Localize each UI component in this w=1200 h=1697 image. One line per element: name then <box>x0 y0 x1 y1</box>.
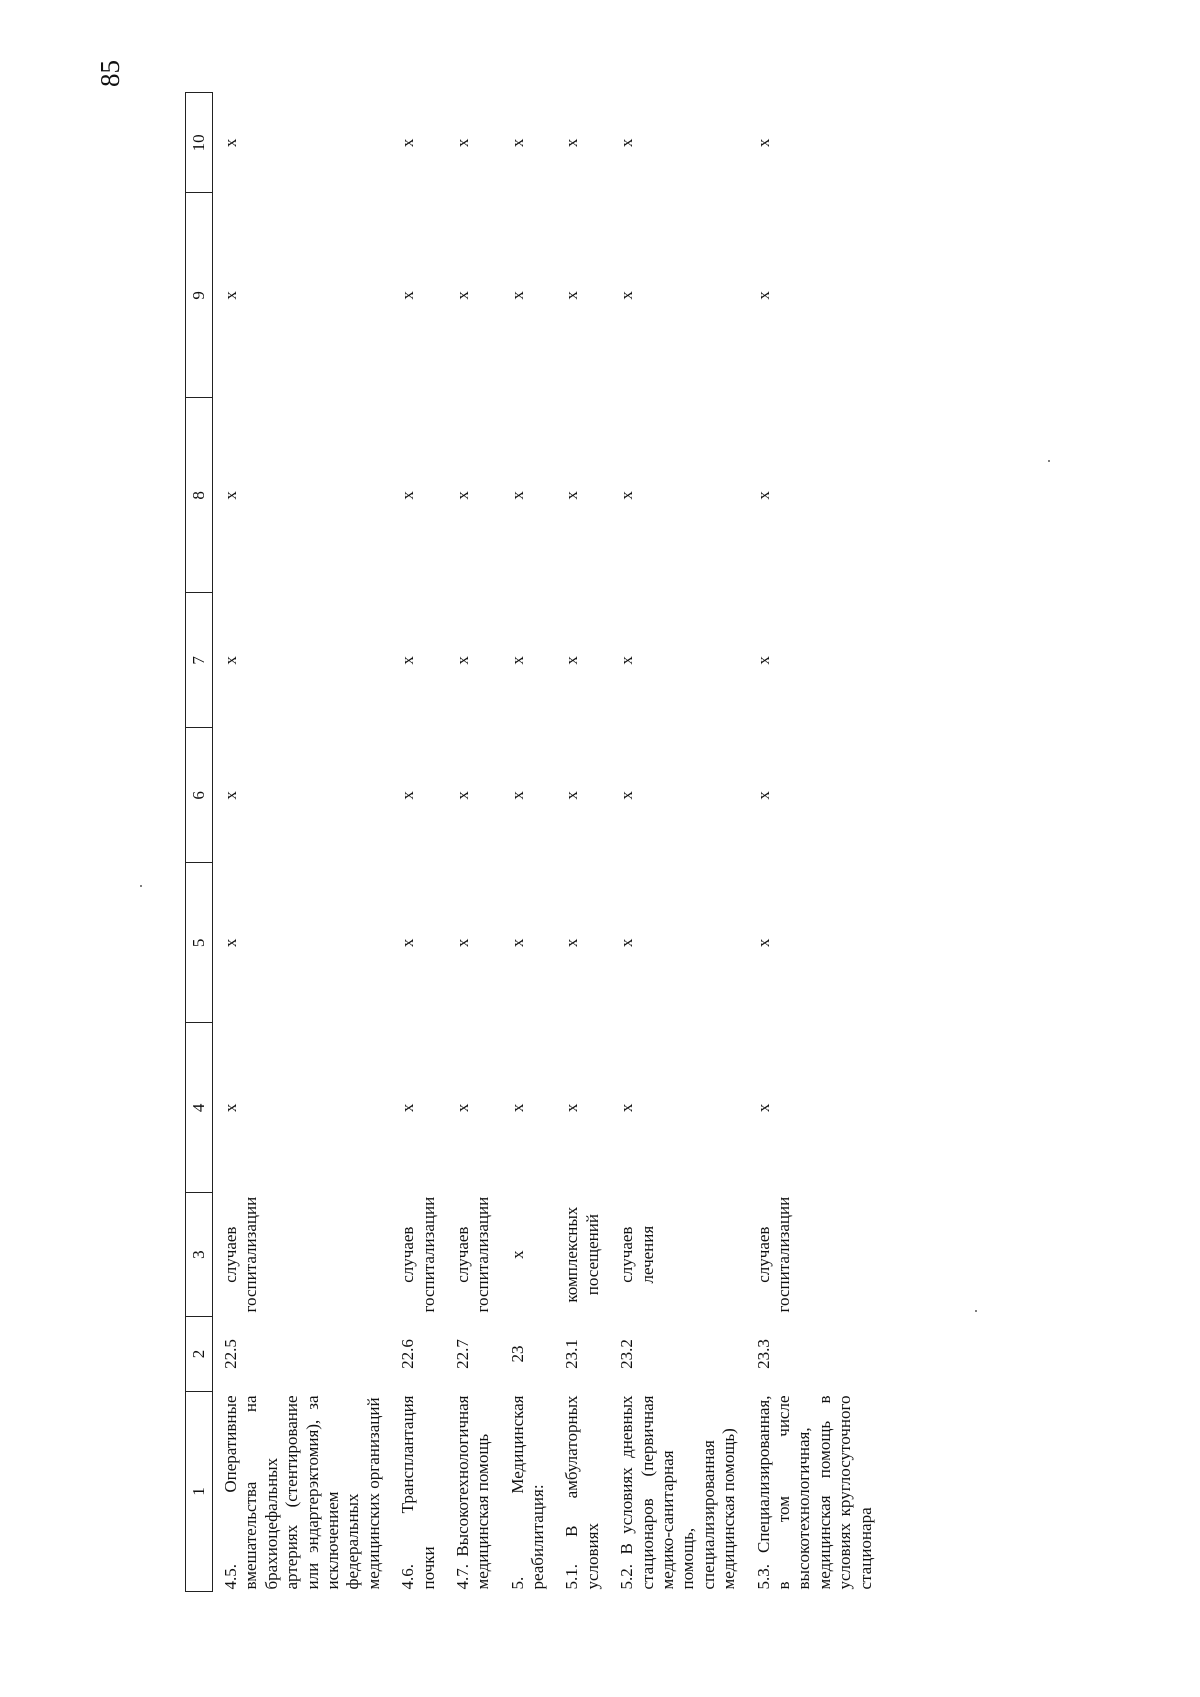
row-unit: x <box>507 1250 527 1259</box>
table-row <box>500 93 555 1592</box>
table-cell: x <box>617 938 637 948</box>
row-code: 22.6 <box>398 1339 418 1369</box>
table-cell: x <box>398 491 418 500</box>
table-cell: x <box>221 491 240 500</box>
table-row <box>609 93 745 1592</box>
table-cell: x <box>221 291 240 300</box>
table-cell: x <box>562 656 582 665</box>
header-cell: 4 <box>186 1023 213 1193</box>
table-cell: x <box>562 938 582 948</box>
table-cell: x <box>562 1103 582 1113</box>
data-table <box>185 92 882 1592</box>
table-cell: x <box>507 791 527 800</box>
table-cell: x <box>507 138 527 148</box>
row-name: 5.2. В условиях дневных стационаров (первичная медико-санитарная помощь, специализированная медицинская помощь) <box>617 1395 739 1590</box>
table-cell: x <box>398 656 418 665</box>
table-row <box>390 93 445 1592</box>
table-cell: x <box>753 1103 773 1113</box>
row-unit: случаев лечения <box>617 1225 657 1284</box>
row-unit: случаев госпитализации <box>452 1196 493 1313</box>
table-cell: x <box>617 491 637 500</box>
row-name: 5.3. Специализированная, в том числе высокотехнологичная, медицинская помощь в условиях круглосуточного стационара <box>753 1395 875 1590</box>
table-cell: x <box>452 791 472 800</box>
table-cell: x <box>753 938 773 948</box>
table-cell: x <box>617 656 637 665</box>
table-cell: x <box>562 138 582 148</box>
table-cell: x <box>507 291 527 300</box>
row-code: 23.3 <box>753 1339 773 1369</box>
row-unit: случаев госпитализации <box>221 1196 261 1313</box>
table-cell: x <box>398 291 418 300</box>
table-cell: x <box>617 291 637 300</box>
table-cell: x <box>398 791 418 800</box>
table-cell: x <box>562 291 582 300</box>
table-cell: x <box>507 1103 527 1113</box>
table-cell: x <box>398 938 418 948</box>
row-code: 23.2 <box>617 1339 637 1369</box>
header-cell: 1 <box>186 1392 213 1592</box>
table-cell: x <box>452 291 472 300</box>
scan-speck <box>975 1310 977 1312</box>
header-cell: 5 <box>186 863 213 1023</box>
table-cell: x <box>753 291 773 300</box>
table-cell: x <box>753 491 773 500</box>
row-name: 4.5. Оперативные вмешательства на брахиоцефальных артериях (стентирование или эндартерэктомия), за исключением федеральных медицинских организаций <box>221 1395 383 1590</box>
row-unit: случаев госпитализации <box>398 1196 438 1313</box>
table-row <box>445 93 500 1592</box>
row-code: 23.1 <box>562 1339 582 1369</box>
table-cell: x <box>221 791 240 800</box>
header-cell: 2 <box>186 1317 213 1392</box>
table-cell: x <box>221 138 240 148</box>
table-cell: x <box>452 491 472 500</box>
row-name: 4.6. Трансплантация почки <box>398 1395 438 1590</box>
row-name: 4.7. Высокотехнологичная медицинская помощь <box>452 1395 493 1590</box>
table-cell: x <box>617 138 637 148</box>
table-cell: x <box>617 791 637 800</box>
table-cell: x <box>753 791 773 800</box>
scan-speck <box>140 885 142 887</box>
table-cell: x <box>452 1103 472 1113</box>
table-cell: x <box>221 938 240 948</box>
row-code: 23 <box>507 1345 527 1363</box>
row-code: 22.5 <box>221 1339 240 1369</box>
header-cell: 9 <box>186 193 213 398</box>
table-cell: x <box>617 1103 637 1113</box>
table-cell: x <box>452 656 472 665</box>
table-cell: x <box>452 138 472 148</box>
table-cell: x <box>507 491 527 500</box>
table-cell: x <box>562 491 582 500</box>
table-cell: x <box>398 1103 418 1113</box>
scan-speck <box>1048 460 1050 462</box>
header-cell: 10 <box>186 93 213 193</box>
table-cell: x <box>753 138 773 148</box>
header-cell: 7 <box>186 593 213 728</box>
row-name: 5. Медицинская реабилитация: <box>507 1395 548 1590</box>
table-cell: x <box>507 938 527 948</box>
header-cell: 6 <box>186 728 213 863</box>
header-cell: 3 <box>186 1193 213 1317</box>
table-cell: x <box>452 938 472 948</box>
header-row <box>186 93 213 1592</box>
row-code: 22.7 <box>452 1339 472 1369</box>
header-cell: 8 <box>186 398 213 593</box>
row-unit: случаев госпитализации <box>753 1196 793 1313</box>
row-unit: комплексных посещений <box>562 1206 602 1303</box>
row-name: 5.1. В амбулаторных условиях <box>562 1395 602 1590</box>
table-cell: x <box>221 1103 240 1113</box>
table-cell: x <box>507 656 527 665</box>
page-number: 85 <box>95 60 125 87</box>
table-cell: x <box>398 138 418 148</box>
table-row <box>213 93 391 1592</box>
table-cell: x <box>753 656 773 665</box>
table-row <box>554 93 609 1592</box>
table-row <box>746 93 882 1592</box>
table-cell: x <box>221 656 240 665</box>
table-cell: x <box>562 791 582 800</box>
